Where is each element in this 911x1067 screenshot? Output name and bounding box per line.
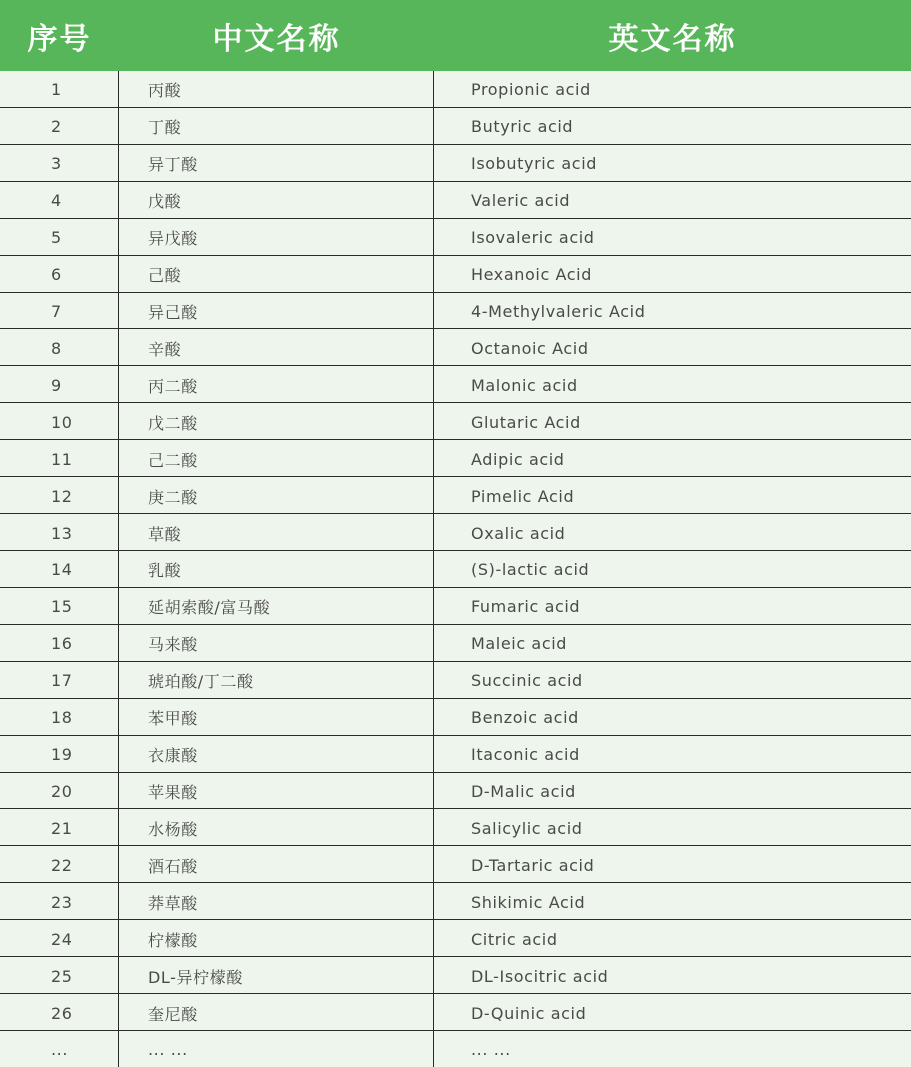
table-row: [0, 292, 911, 329]
row-index: 15: [0, 588, 119, 624]
table-row: [0, 993, 911, 1030]
row-index: 9: [0, 366, 119, 402]
table-body: [0, 71, 911, 1067]
table-row: [0, 808, 911, 845]
row-index: 5: [0, 219, 119, 255]
row-english-name: Isovaleric acid: [471, 228, 595, 248]
row-english-name: Hexanoic Acid: [471, 265, 592, 285]
table-row: [0, 587, 911, 624]
row-chinese-name: 延胡索酸/富马酸: [119, 588, 434, 624]
table-row: [0, 550, 911, 587]
row-english-name: Propionic acid: [471, 80, 591, 100]
row-english-name: Salicylic acid: [471, 818, 583, 838]
table-row: [0, 919, 911, 956]
table-row: [0, 439, 911, 476]
row-chinese-name: 乳酸: [119, 551, 434, 587]
row-chinese-name: 己酸: [119, 256, 434, 292]
row-english-name: Isobutyric acid: [471, 154, 597, 174]
row-index: 17: [0, 662, 119, 698]
row-chinese-name: 戊酸: [119, 182, 434, 218]
row-index: 24: [0, 920, 119, 956]
row-chinese-name: 衣康酸: [119, 736, 434, 772]
row-english-name: Adipic acid: [471, 449, 565, 469]
row-chinese-name: 异己酸: [119, 293, 434, 329]
table-row: [0, 402, 911, 439]
table-row: [0, 956, 911, 993]
row-english-name: ... ...: [471, 1040, 511, 1060]
table-row: [0, 845, 911, 882]
row-chinese-name: 己二酸: [119, 440, 434, 476]
row-chinese-name: 草酸: [119, 514, 434, 550]
row-index: ...: [0, 1031, 119, 1067]
row-english-name: Butyric acid: [471, 117, 574, 137]
row-english-name: Itaconic acid: [471, 745, 580, 765]
row-index: 3: [0, 145, 119, 181]
header-chinese-name: 中文名称: [212, 21, 341, 57]
row-chinese-name: 辛酸: [119, 329, 434, 365]
row-english-name: Shikimic Acid: [471, 892, 586, 912]
row-english-name: Succinic acid: [471, 671, 583, 691]
row-english-name: D-Tartaric acid: [471, 855, 595, 875]
row-chinese-name: 戊二酸: [119, 403, 434, 439]
table-row: [0, 624, 911, 661]
row-index: 13: [0, 514, 119, 550]
row-chinese-name: 丁酸: [119, 108, 434, 144]
row-chinese-name: 异戊酸: [119, 219, 434, 255]
row-english-name: (S)-lactic acid: [471, 560, 590, 580]
table-header: [0, 0, 911, 71]
row-english-name: D-Malic acid: [471, 781, 576, 801]
table-row: [0, 144, 911, 181]
row-english-name: Citric acid: [471, 929, 558, 949]
table-row: [0, 698, 911, 735]
row-chinese-name: ... ...: [119, 1031, 434, 1067]
table-row: [0, 71, 911, 107]
table-row: [0, 772, 911, 809]
row-index: 2: [0, 108, 119, 144]
row-index: 16: [0, 625, 119, 661]
row-index: 7: [0, 293, 119, 329]
row-chinese-name: 酒石酸: [119, 846, 434, 882]
row-english-name: Maleic acid: [471, 634, 568, 654]
row-english-name: Fumaric acid: [471, 597, 581, 617]
row-chinese-name: 琥珀酸/丁二酸: [119, 662, 434, 698]
row-index: 4: [0, 182, 119, 218]
row-english-name: Valeric acid: [471, 191, 571, 211]
row-chinese-name: 异丁酸: [119, 145, 434, 181]
row-chinese-name: 柠檬酸: [119, 920, 434, 956]
row-index: 12: [0, 477, 119, 513]
row-index: 1: [0, 71, 119, 107]
table-row: [0, 328, 911, 365]
table-row: [0, 513, 911, 550]
header-english-name: 英文名称: [608, 21, 737, 57]
row-index: 19: [0, 736, 119, 772]
row-index: 11: [0, 440, 119, 476]
row-english-name: Pimelic Acid: [471, 486, 575, 506]
row-chinese-name: 苹果酸: [119, 773, 434, 809]
row-english-name: 4-Methylvaleric Acid: [471, 301, 646, 321]
row-chinese-name: 丙二酸: [119, 366, 434, 402]
row-chinese-name: 马来酸: [119, 625, 434, 661]
row-english-name: D-Quinic acid: [471, 1003, 587, 1023]
row-index: 6: [0, 256, 119, 292]
table-row: [0, 1030, 911, 1067]
row-index: 26: [0, 994, 119, 1030]
table-row: [0, 735, 911, 772]
row-english-name: Benzoic acid: [471, 708, 579, 728]
row-chinese-name: 水杨酸: [119, 809, 434, 845]
row-english-name: DL-Isocitric acid: [471, 966, 609, 986]
table-row: [0, 476, 911, 513]
row-index: 8: [0, 329, 119, 365]
row-english-name: Oxalic acid: [471, 523, 566, 543]
table-row: [0, 107, 911, 144]
row-chinese-name: DL-异柠檬酸: [119, 957, 434, 993]
table-row: [0, 255, 911, 292]
row-chinese-name: 庚二酸: [119, 477, 434, 513]
row-index: 22: [0, 846, 119, 882]
row-index: 21: [0, 809, 119, 845]
row-english-name: Octanoic Acid: [471, 338, 589, 358]
row-chinese-name: 莽草酸: [119, 883, 434, 919]
table-row: [0, 365, 911, 402]
row-index: 10: [0, 403, 119, 439]
row-index: 25: [0, 957, 119, 993]
row-english-name: Malonic acid: [471, 375, 578, 395]
row-index: 23: [0, 883, 119, 919]
row-index: 14: [0, 551, 119, 587]
row-index: 18: [0, 699, 119, 735]
row-chinese-name: 奎尼酸: [119, 994, 434, 1030]
row-chinese-name: 苯甲酸: [119, 699, 434, 735]
table-row: [0, 181, 911, 218]
table-row: [0, 661, 911, 698]
row-english-name: Glutaric Acid: [471, 412, 581, 432]
table-row: [0, 218, 911, 255]
row-index: 20: [0, 773, 119, 809]
table-row: [0, 882, 911, 919]
row-chinese-name: 丙酸: [119, 71, 434, 107]
header-index: 序号: [27, 21, 92, 57]
